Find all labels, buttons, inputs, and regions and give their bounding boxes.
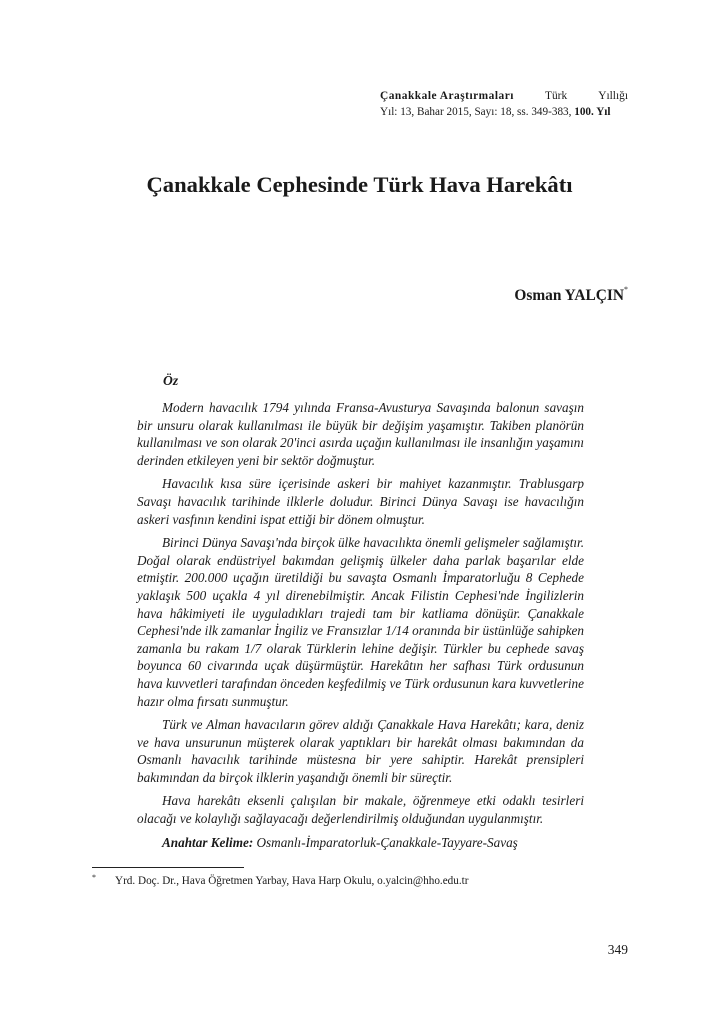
footnote-separator [92, 867, 244, 868]
abstract-paragraph: Hava harekâtı eksenli çalışılan bir makale, öğrenmeye etki odaklı tesirleri olacağı ve kolaylığı sağlayacağı değerlendirilmiş olduğundan uygulanmıştır. [137, 793, 584, 827]
keywords-label: Anahtar Kelime: [162, 834, 254, 850]
journal-name [380, 88, 628, 104]
issue-details: Yıl: 13, Bahar 2015, Sayı: 18, ss. 349-383, [380, 106, 575, 118]
abstract-body [137, 399, 584, 857]
abstract-heading: Öz [163, 373, 179, 388]
issue-info [380, 104, 628, 120]
abstract-paragraph: Modern havacılık 1794 yılında Fransa-Avusturya Savaşında balonun savaşın bir unsuru olarak kullanılması ile büyük bir değişim yaşamıştır. Takiben planörün kullanılması ve son olarak 20'inci asırda uçağın kullanılması ile insanlığın yaşamını derinden etkileyen yeni bir sektör doğmuştur. [137, 400, 584, 468]
journal-title: Çanakkale Araştırmaları [380, 90, 514, 102]
author-line [514, 287, 628, 305]
running-header [380, 88, 628, 120]
journal-word-1: Türk [545, 90, 568, 102]
author-footnote-marker[interactable]: * [624, 285, 628, 294]
abstract-paragraph: Havacılık kısa süre içerisinde askeri bir mahiyet kazanmıştır. Trablusgarp Savaşı havacılık tarihinde ilklerle doludur. Birinci Dünya Savaşı ise havacılığın askeri vasfının kendini ispat ettiği bir dönem olmuştur. [137, 476, 584, 527]
footnote-marker: * [92, 873, 96, 882]
anniversary-label: 100. Yıl [574, 106, 611, 118]
page-number: 349 [607, 942, 628, 957]
abstract-paragraph: Birinci Dünya Savaşı'nda birçok ülke havacılıkta önemli gelişmeler sağlamıştır. Doğal olarak endüstriyel bakımdan gelişmiş ülkeler daha parlak başarılar elde etmiştir. 200.000 uçağın üretildiği bu savaşta Osmanlı İmparatorluğu 8 Cephede yaklaşık 500 uçakla 4 yıl direnebilmiştir. Ancak Filistin Cephesi'nde İngilizlerin hava hâkimiyeti ile uyguladıkları trajedi tam bir katliama dönüşür. Çanakkale Cephesi'nde ilk zamanlar İngiliz ve Fransızlar 1/14 oranında bir üstünlüğe sahipken zamanla bu rakam 1/7 olarak Türklerin lehine değişir. Türkler bu cephede savaş boyunca 60 civarında uçak düşürmüştür. Harekâtın her safhası Türk ordusunun hava kuvvetleri tarafından önceden keşfedilmiş ve Türk ordusunun kara kuvvetlerine hazır olma fırsatı sunmuştur. [137, 535, 584, 709]
keywords-text: Osmanlı-İmparatorluk-Çanakkale-Tayyare-Savaş [253, 834, 518, 850]
article-title: Çanakkale Cephesinde Türk Hava Harekâtı [146, 172, 573, 197]
journal-word-2: Yıllığı [598, 90, 628, 102]
abstract-paragraph: Türk ve Alman havacıların görev aldığı Çanakkale Hava Harekâtı; kara, deniz ve hava unsurunun müşterek olarak yaptıkları bir harekât olması bakımından da Osmanlı havacılık tarihinde müstesna bir yere sahiptir. Harekât prensipleri bakımından da birçok ilklerin yaşandığı önemli bir süreçtir. [137, 717, 584, 785]
footnote-text: Yrd. Doç. Dr., Hava Öğretmen Yarbay, Hava Harp Okulu, o.yalcin@hho.edu.tr [115, 875, 469, 887]
keywords-line [137, 834, 584, 852]
author-name: Osman YALÇIN [514, 287, 624, 305]
